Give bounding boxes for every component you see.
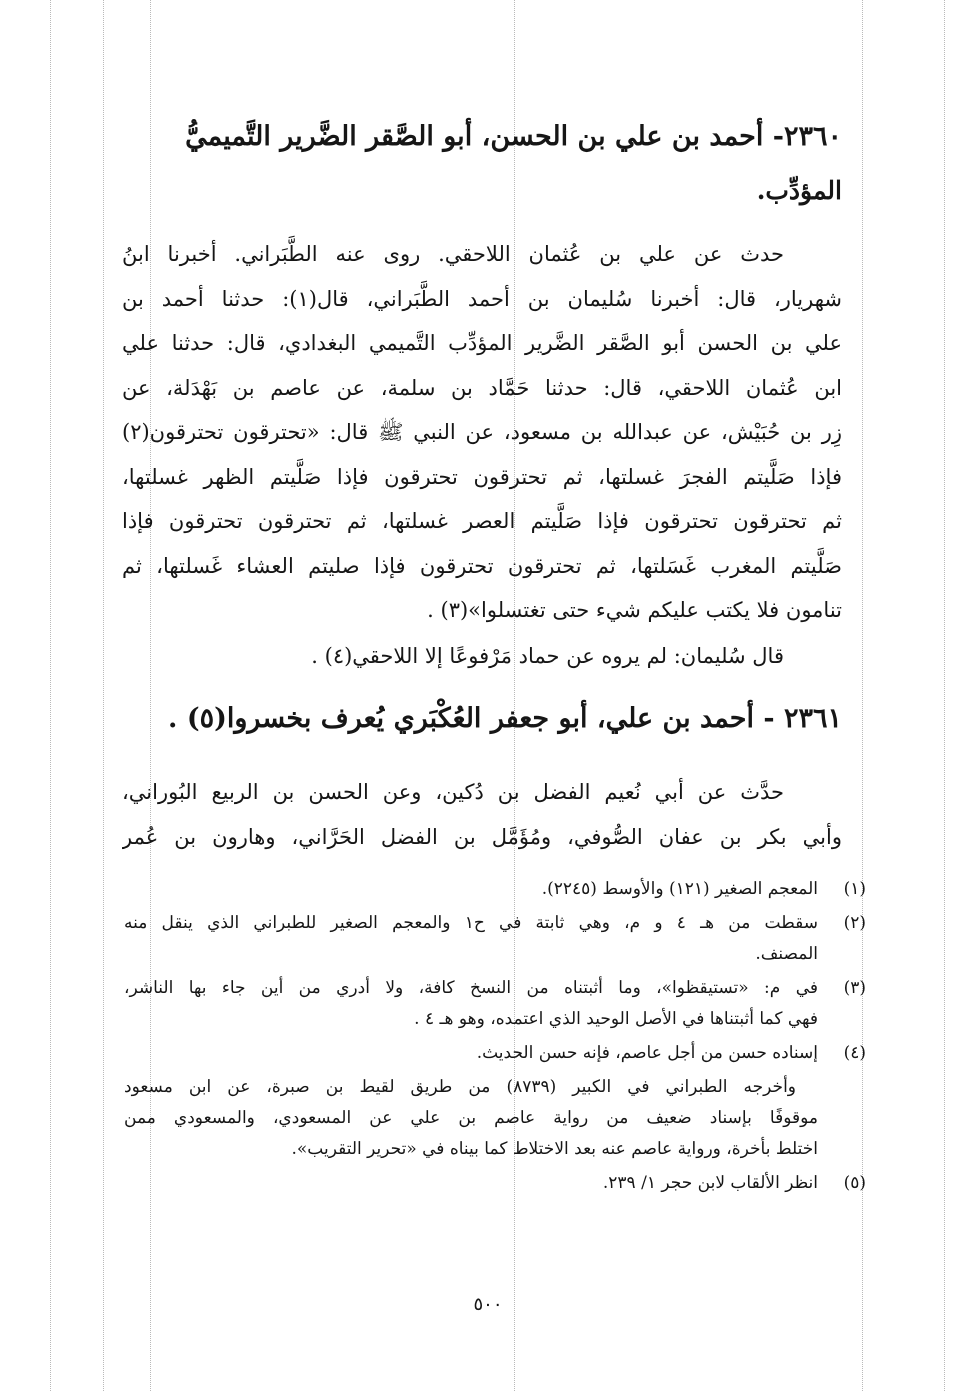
footnote-number: (٤) <box>843 1043 866 1063</box>
entry-2360-note: قال سُليمان: لم يروه عن حماد مَرْفوعًا إلا اللاحقي(٤) . <box>311 644 784 668</box>
body-line: فإذا صَلَّيتم الفجرَ غسلتها، ثم تحترقون تحترقون فإذا صَلَّيتم الظهر غسلتها، <box>122 464 842 489</box>
footnote-line: اختلط بأخرة، ورواية عاصم عنه بعد الاختلاط كما بيناه في «تحرير التقريب». <box>291 1139 818 1159</box>
body-line: صَلَّيتم المغرب غَسَلتها، ثم تحترقون تحترقون فإذا صليتم العشاء غَسلتها، ثم <box>122 553 842 578</box>
footnote-line: فهي كما أثبتناها في الأصل الوحيد الذي اعتمده، وهو هـ ٤ . <box>414 1009 818 1029</box>
footnote-number: (٣) <box>843 978 866 998</box>
footnote-line: المعجم الصغير (١٢١) والأوسط (٢٢٤٥). <box>541 879 818 899</box>
body-line: تنامون فلا يكتب عليكم شيء حتى تغتسلوا»(٣) . <box>427 598 842 622</box>
body-line: حدث عن علي بن عُثمان اللاحقي. روى عنه الطَّبَراني. أخبرنا ابنُ <box>122 242 784 266</box>
footnote <box>124 1038 866 1069</box>
body-line: علي بن الحسن أبو الصَّقر الضَّرير المؤدِّب التَّميمي البغدادي، قال: حدثنا علي <box>122 331 842 355</box>
footnote-line: انظر الألقاب لابن حجر ١/ ٢٣٩. <box>602 1173 818 1193</box>
body-line: ثم تحترقون تحترقون فإذا صَلَّيتم العصر غسلتها، ثم تحترقون تحترقون فإذا <box>122 509 842 533</box>
body-line: ابن عُثمان اللاحقي، قال: حدثنا حَمَّاد بن سلمة، عن عاصم بن بَهْدَلة، عن <box>122 375 842 400</box>
footnote-number: (١) <box>843 879 866 899</box>
scan-line <box>944 0 945 1391</box>
footnote <box>124 908 866 970</box>
body-line: زِر بن حُبَيْش، عن عبدالله بن مسعود، عن النبي ﷺ قال: «تحترقون تحترقون(٢) <box>122 420 842 444</box>
entry-2360-heading-line1: ٢٣٦٠- أحمد بن علي بن الحسن، أبو الصَّقر الضَّرير التَّميميُّ <box>185 121 842 152</box>
entry-2360-heading <box>122 110 842 218</box>
entry-2361-body <box>122 770 842 859</box>
footnotes <box>124 874 866 1202</box>
body-line: وأبي بكر بن عفان الصُّوفي، ومُؤَمَّل بن الفضل الحَرَّاني، وهارون بن عُمر <box>122 824 842 849</box>
footnote-line: إسناده حسن من أجل عاصم، فإنه حسن الحديث. <box>476 1043 818 1063</box>
scan-line <box>103 0 104 1391</box>
footnote-line: وأخرجه الطبراني في الكبير (٨٧٣٩) من طريق لقيط بن صبرة، عن ابن مسعود <box>124 1077 796 1097</box>
footnote-line: سقطت من هـ ٤ و م، وهي ثابتة في ح١ والمعجم الصغير للطبراني الذي ينقل منه <box>124 913 818 933</box>
footnote <box>124 973 866 1035</box>
footnote-number: (٥) <box>843 1173 866 1193</box>
scan-line <box>50 0 51 1391</box>
body-line: شهريار، قال: أخبرنا سُليمان بن أحمد الطَّبَراني، قال(١): حدثنا أحمد بن <box>122 286 842 311</box>
footnote-continuation <box>124 1072 866 1165</box>
footnote-line: في م: «تستيقظوا»، وما أثبتناه من النسخ كافة، ولا أدري من أين جاء بها الناشر، <box>124 978 818 998</box>
footnote <box>124 874 866 905</box>
footnote-number: (٢) <box>843 913 866 933</box>
footnote-line: موقوفًا بإسناد ضعيف من رواية عاصم بن علي عن المسعودي، والمسعودي ممن <box>124 1108 818 1128</box>
footnote-line: المصنف. <box>755 944 818 964</box>
entry-2361-heading: ٢٣٦١ - أحمد بن علي، أبو جعفر العُكْبَري يُعرف بخسروا(٥) . <box>168 703 842 734</box>
entry-2360-heading-line2: المؤدِّب. <box>756 176 842 205</box>
entry-2360-body <box>122 232 842 633</box>
body-line: حدَّث عن أبي نُعيم الفضل بن دُكين، وعن الحسن بن الربيع البُوراني، <box>122 780 784 804</box>
footnote <box>124 1168 866 1199</box>
page-number: ٥٠٠ <box>473 1294 503 1315</box>
